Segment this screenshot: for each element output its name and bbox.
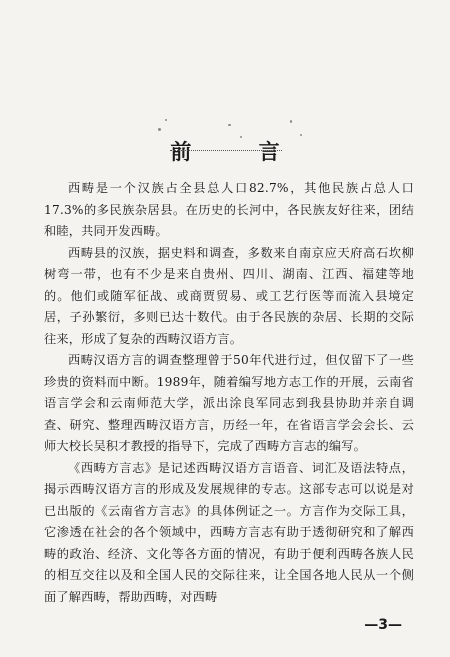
print-speckle xyxy=(165,119,167,121)
page-number: —3— xyxy=(364,617,402,633)
print-speckle xyxy=(158,128,161,131)
print-speckle xyxy=(228,124,231,126)
body-text xyxy=(44,178,414,608)
paragraph: 西畴是一个汉族占全县总人口82.7%，其他民族占总人口17.3%的多民族杂居县。在历史的长河中，各民族友好往来，团结和睦，共同开发西畴。 xyxy=(44,181,414,238)
paragraph: 西畴汉语方言的调查整理曾于50年代进行过，但仅留下了一些珍贵的资料而中断。1989年，随着编写地方志工作的开展，云南省语言学会和云南师范大学，派出涂良军同志到我县协助并亲自调查、研究、整理西畴汉语方言，历经一年，在省语言学会会长、云师大校长吴积才教授的指导下，完成了西畴方言志的编写。 xyxy=(44,353,414,453)
print-speckle xyxy=(290,120,292,123)
page-title: 前 言 xyxy=(170,139,310,165)
paragraph: 西畴县的汉族，据史料和调查，多数来自南京应天府高石坎柳树弯一带，也有不少是来自贵州、四川、湖南、江西、福建等地的。他们或随军征战、或商贾贸易、或工艺行医等而流入县境定居，子孙繁衍，多则已达十数代。由于各民族的杂居、长期的交际往来，形成了复杂的西畴汉语方言。 xyxy=(44,245,414,346)
title-underline xyxy=(170,150,282,151)
paragraph: 《西畴方言志》是记述西畴汉语方言语音、词汇及语法特点，揭示西畴汉语方言的形成及发展规律的专志。这部专志可以说是对已出版的《云南省方言志》的具体例证之一。方言作为交际工具，它渗透在社会的各个领域中，西畴方言志有助于透彻研究和了解西畴的政治、经济、文化等各方面的情况，有助于便利西畴各族人民的相互交往以及和全国人民的交际往来，让全国各地人民从一个侧面了解西畴，帮助西畴，对西畴 xyxy=(44,460,414,604)
